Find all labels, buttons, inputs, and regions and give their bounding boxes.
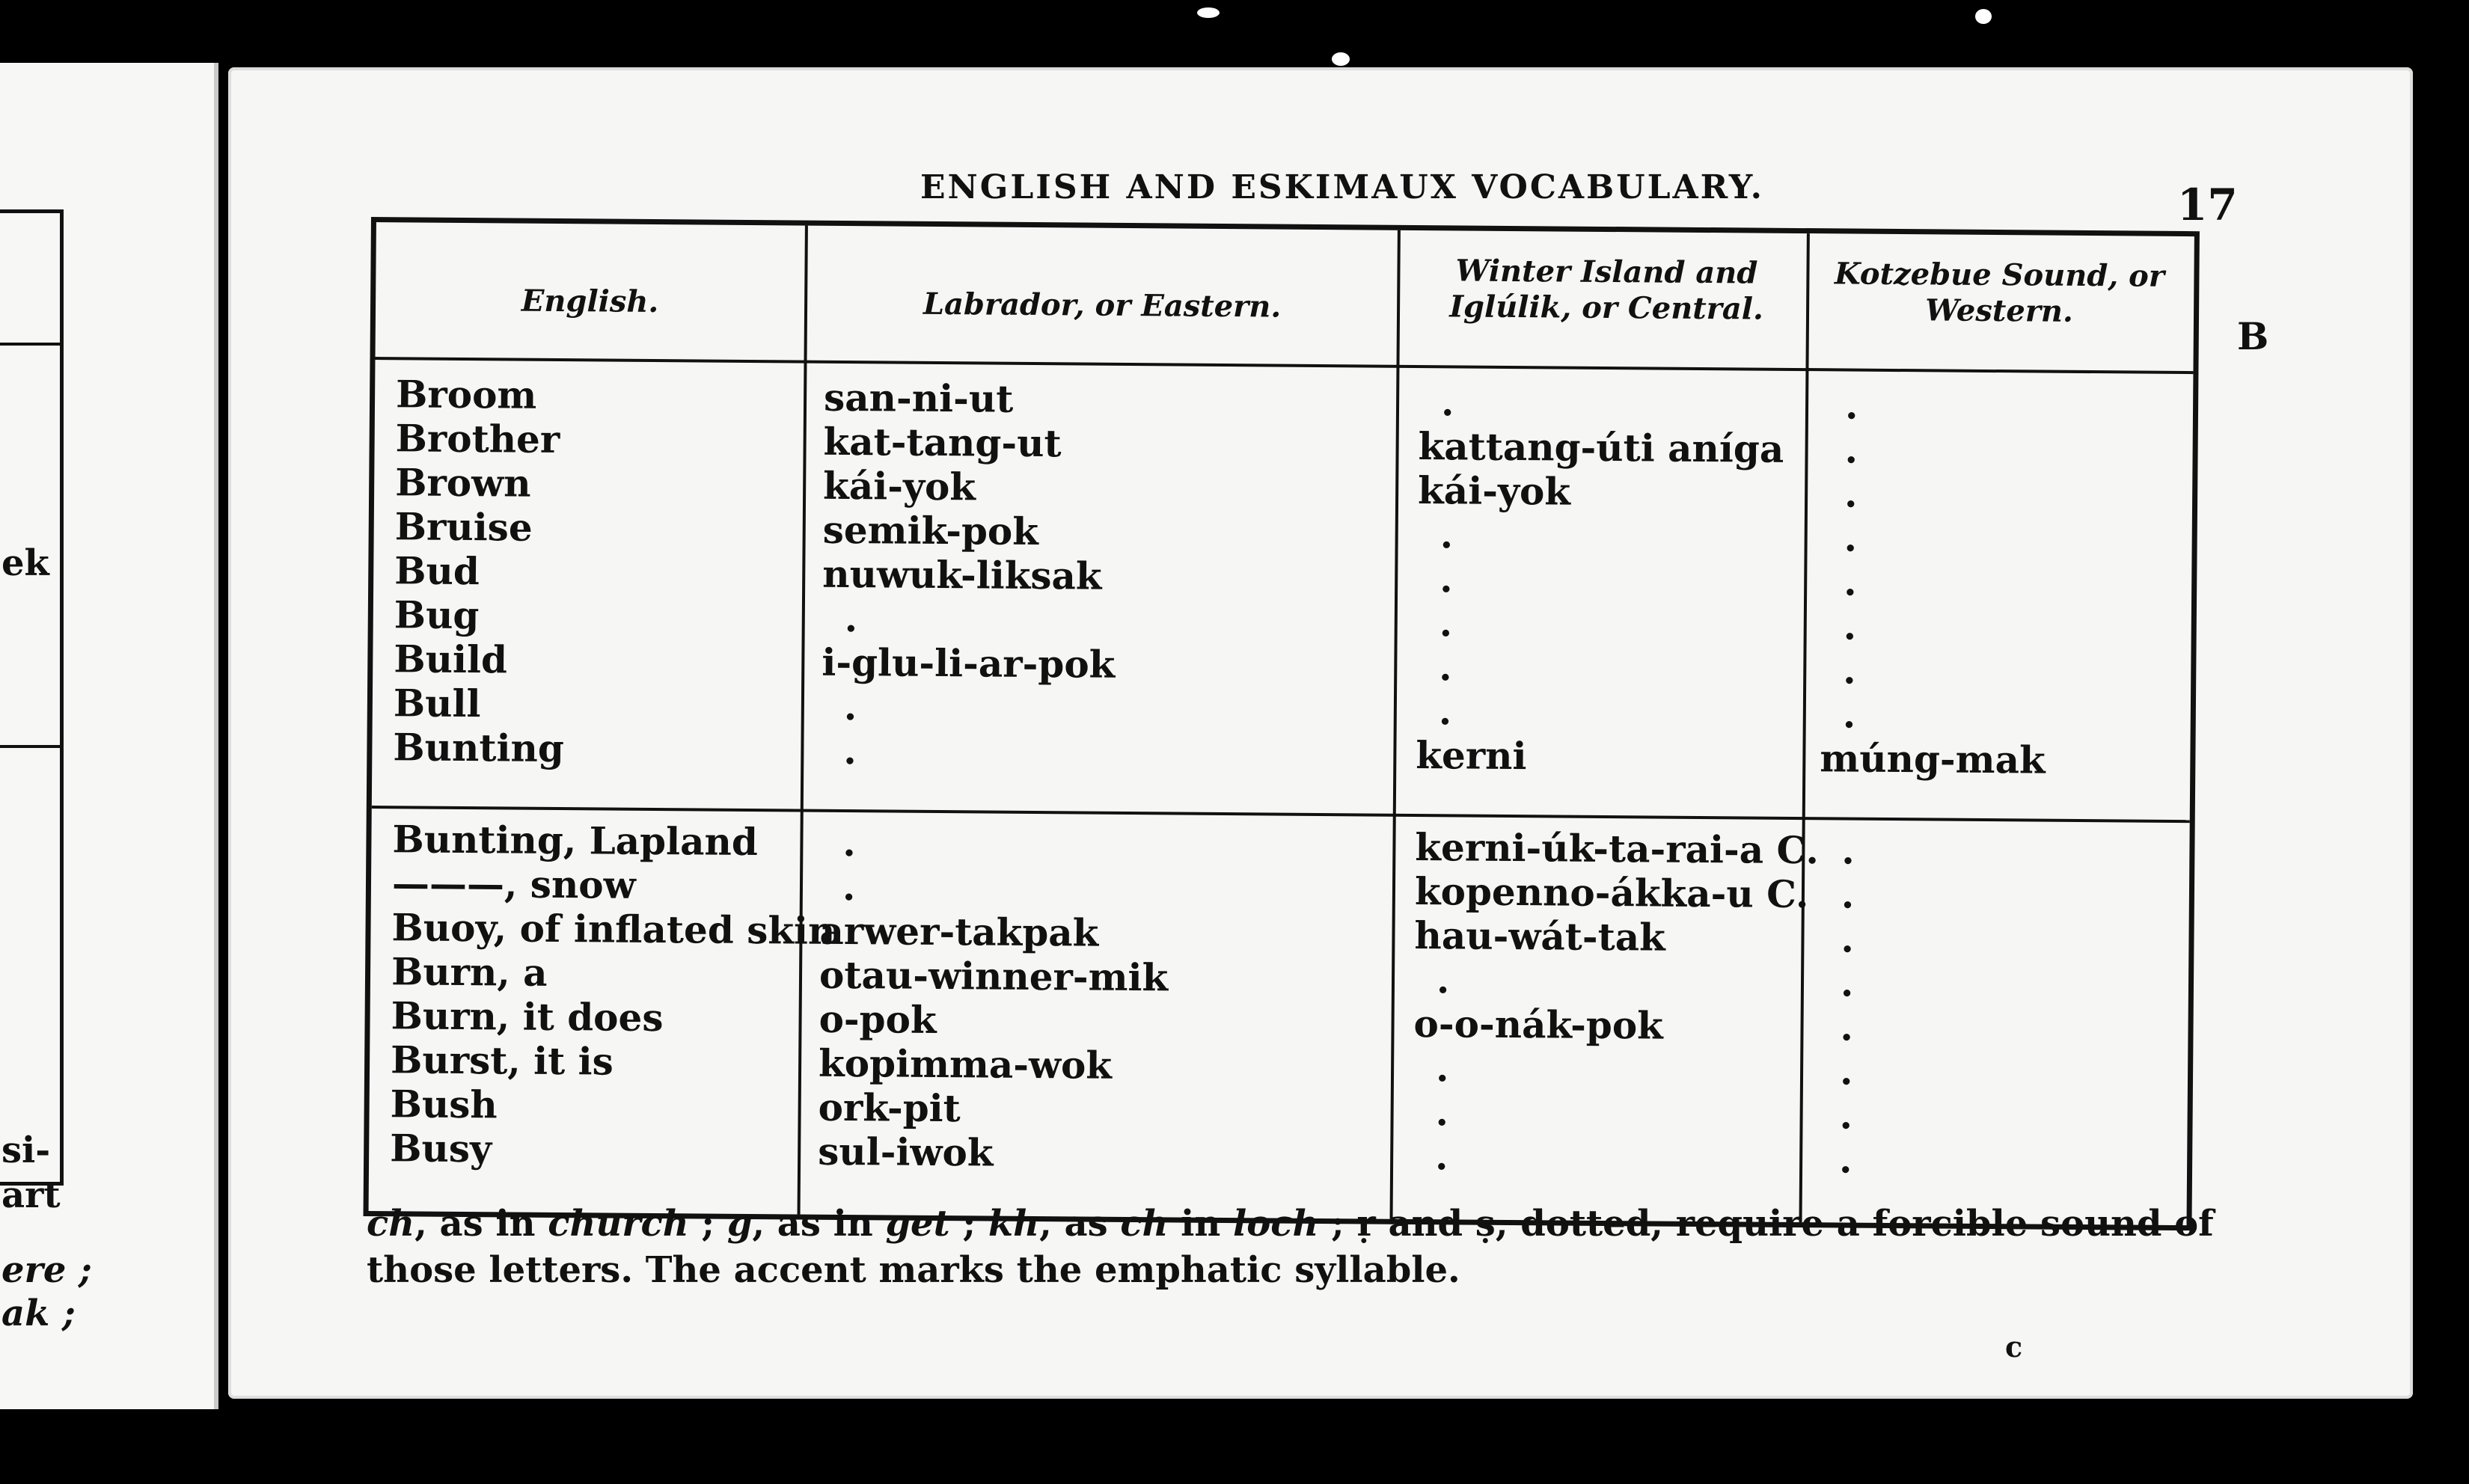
western-cell: . (1844, 471, 1858, 516)
labrador-cell: o-pok (819, 996, 937, 1042)
labrador-cell: sul-iwok (817, 1129, 994, 1175)
central-cell: kattang-úti aníga (1418, 424, 1784, 471)
labrador-cell: san-ni-ut (823, 375, 1014, 421)
english-cell: Bunting, Lapland (392, 817, 759, 865)
labrador-cell: kái-yok (822, 463, 976, 509)
labrador-cell: nuwuk-liksak (822, 551, 1102, 598)
english-cell: Brother (395, 416, 560, 462)
english-cell: Build (394, 637, 508, 682)
previous-page-fragment: ere ; (1, 1249, 92, 1291)
western-cell: . (1843, 604, 1857, 649)
english-cell: Bruise (394, 504, 533, 550)
column-rule (1799, 233, 1810, 1222)
western-cell: . (1843, 648, 1856, 693)
scan-speck (1975, 9, 1992, 24)
labrador-cell: . (842, 864, 856, 910)
central-cell: . (1435, 1046, 1449, 1091)
previous-page-rule (0, 745, 60, 748)
page-number: 17 (2177, 180, 2238, 230)
english-cell: Bud (394, 548, 480, 594)
labrador-cell: . (844, 595, 858, 641)
signature-mark: c (2005, 1330, 2023, 1364)
column-header-labrador: Labrador, or Eastern. (923, 286, 1282, 325)
pronunciation-footnote: ch, as in church ; g, as in get ; kh, as ch in loch ; ṛ and ṣ, dotted, require a forcible sound of those letters. The accent marks the emphatic syllable. (367, 1203, 2214, 1292)
scan-speck (1332, 52, 1350, 66)
header-rule (375, 357, 2193, 374)
central-cell: hau-wát-tak (1414, 913, 1666, 960)
central-cell: o-o-nák-pok (1413, 1001, 1664, 1048)
english-cell: Burst, it is (390, 1037, 614, 1084)
previous-page-fragment: ak ; (1, 1293, 76, 1334)
labrador-cell: ork-pit (818, 1085, 961, 1131)
central-cell: . (1440, 380, 1454, 425)
english-cell: Broom (395, 372, 537, 417)
column-header-western: Kotzebue Sound, or Western. (1834, 256, 2165, 329)
column-header-english: English. (521, 283, 659, 320)
central-cell: kopenno-ákka-u C. (1414, 868, 1809, 917)
western-cell: . (1843, 559, 1857, 604)
previous-page-fragment: si- (1, 1129, 51, 1171)
english-cell: Burn, it does (391, 993, 664, 1040)
labrador-cell: otau-winner-mik (819, 952, 1169, 1000)
english-cell: Burn, a (391, 949, 548, 995)
labrador-cell: kopimma-wok (818, 1040, 1113, 1088)
column-rule (798, 226, 808, 1215)
central-cell: . (1436, 957, 1450, 1002)
central-cell: kái-yok (1417, 468, 1571, 514)
previous-page-table-frame (0, 209, 64, 1186)
western-cell: . (1839, 1093, 1853, 1138)
western-cell: . (1840, 1005, 1854, 1049)
labrador-cell: kat-tang-ut (823, 419, 1062, 466)
central-cell: . (1434, 1134, 1448, 1179)
western-cell: . (1839, 1049, 1853, 1094)
central-cell: . (1435, 1090, 1449, 1135)
central-cell: . (1440, 512, 1454, 557)
central-cell: kerni (1416, 732, 1527, 779)
english-cell: Busy (389, 1126, 492, 1171)
labrador-cell: . (843, 728, 857, 773)
previous-page-edge (0, 63, 218, 1409)
english-cell: Brown (394, 460, 531, 506)
english-cell: Bush (390, 1082, 498, 1127)
central-cell: . (1439, 601, 1453, 646)
central-cell: . (1440, 556, 1453, 601)
scan-speck (1197, 7, 1220, 18)
labrador-cell: . (843, 684, 857, 729)
labrador-cell: semik-pok (822, 507, 1039, 554)
vocabulary-table (364, 217, 2200, 1230)
english-cell: Buoy, of inflated skin (391, 905, 836, 953)
side-letter: B (2237, 314, 2269, 358)
western-cell: . (1838, 1137, 1852, 1182)
western-cell: . (1844, 515, 1858, 560)
english-cell: Bull (393, 681, 481, 726)
labrador-cell: . (842, 820, 857, 865)
previous-page-rule (0, 343, 60, 346)
western-cell: . (1844, 427, 1858, 472)
previous-page-fragment: art (1, 1174, 61, 1216)
western-cell: múng-mak (1820, 736, 2046, 782)
central-cell: kerni-úk-ta-rai-a C. (1415, 824, 1820, 873)
western-cell: . (1842, 692, 1856, 737)
labrador-cell: arwer-takpak (819, 908, 1099, 955)
western-cell: . (1844, 383, 1858, 428)
western-cell: . (1841, 872, 1855, 917)
western-cell: . (1840, 960, 1854, 1005)
english-cell: Bug (394, 592, 480, 638)
central-cell: . (1438, 689, 1452, 734)
western-cell: . (1841, 916, 1855, 961)
column-header-central: Winter Island and Iglúlik, or Central. (1449, 253, 1764, 327)
english-cell: Bunting (393, 725, 565, 771)
labrador-cell: i-glu-li-ar-pok (822, 640, 1116, 687)
western-cell: . (1841, 828, 1855, 873)
english-cell: ———, snow (391, 861, 636, 907)
previous-page-fragment: ek (1, 542, 49, 584)
column-rule (1390, 230, 1401, 1219)
central-cell: . (1439, 645, 1452, 690)
running-head: ENGLISH AND ESKIMAUX VOCABULARY. (920, 168, 1764, 206)
